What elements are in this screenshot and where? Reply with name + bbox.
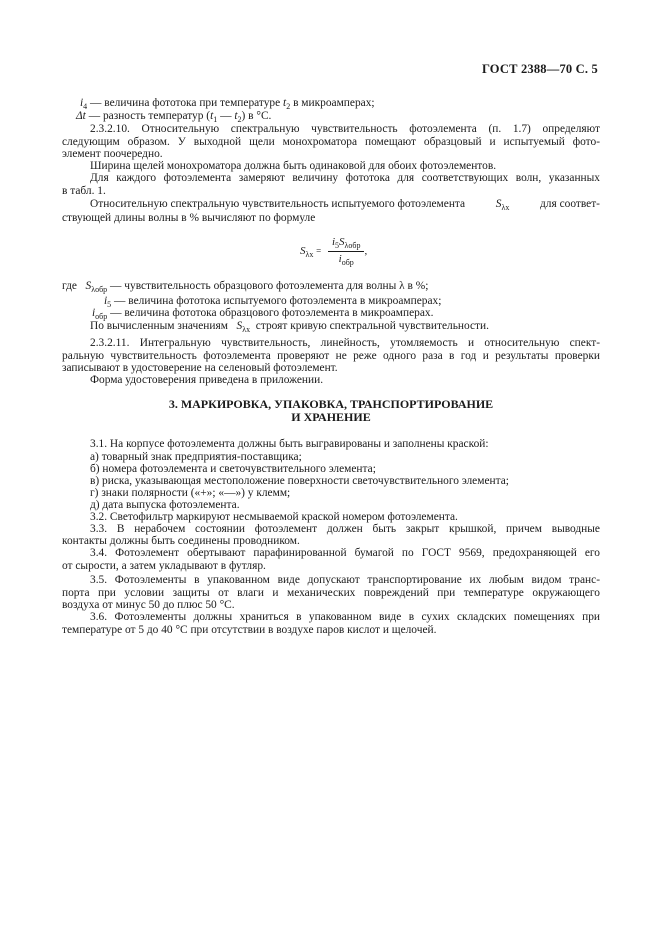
text-line: порта при условии защиты от влаги и механических повреждений при температуре окружающего <box>62 587 600 599</box>
text-line: 3.6. Фотоэлементы должны храниться в упакованном виде в сухих складских помещениях при <box>90 611 600 623</box>
text-line: воздуха от минус 50 до плюс 50 °C. <box>62 599 235 611</box>
formula: $S_{\lambda x}$ = $\frac{i_5S_{\lambda обр}}{i_{обр}}$ , <box>300 236 368 267</box>
text-line: $i_4$ — величина фототока при температуре $t_2$ в микроамперах; <box>80 97 375 111</box>
text-line: 3.5. Фотоэлементы в упакованном виде допускают транспортирование их любым видом транс- <box>90 574 600 586</box>
text-line: где $S_{\lambda обр}$ — чувствительность образцового фотоэлемента для волны λ в %; <box>62 280 429 294</box>
text-line: температуре от 5 до 40 °C при отсутствии в воздухе паров кислот и щелочей. <box>62 624 437 636</box>
list-item: а) товарный знак предприятия-поставщика; <box>90 451 302 463</box>
text-line: Для каждого фотоэлемента замеряют величину фототока для соответствующих волн, указанных <box>90 172 600 184</box>
text-line: элемент поочередно. <box>62 148 163 160</box>
text-line: 3.4. Фотоэлемент обертывают парафинированной бумагой по ГОСТ 9569, предохраняющей его <box>90 547 600 559</box>
text-line: По вычисленным значениям $S_{\lambda x}$ строят кривую спектральной чувствительности. <box>90 320 489 334</box>
text-line: 2.3.2.10. Относительную спектральную чувствительность фотоэлемента (п. 1.7) определяют <box>90 123 600 135</box>
text-line: следующим образом. У выходной щели монохроматора помещают образцовый и испытуемый фото- <box>62 136 600 148</box>
text-line: Относительную спектральную чувствительность испытуемого фотоэлемента $S_{\lambda x}$ для соответ- <box>90 198 600 212</box>
text-line: 3.3. В нерабочем состоянии фотоэлемент должен быть закрыт крышкой, причем выводные <box>90 523 600 535</box>
text-line: 3.2. Светофильтр маркируют несмываемой краской номером фотоэлемента. <box>90 511 458 523</box>
text-line: контакты должны быть соединены проводником. <box>62 535 300 547</box>
text-line: Δt — разность температур ($t_1$ — $t_2$) в °C. <box>76 110 272 124</box>
text-line: Ширина щелей монохроматора должна быть одинаковой для обоих фотоэлементов. <box>90 160 497 172</box>
list-item: д) дата выпуска фотоэлемента. <box>90 499 240 511</box>
text-line: 2.3.2.11. Интегральную чувствительность, линейность, утомляемость и относительную спект- <box>90 337 600 349</box>
text-line: в табл. 1. <box>62 185 106 197</box>
section-title: И ХРАНЕНИЕ <box>291 410 371 424</box>
list-item: г) знаки полярности («+»; «—») у клемм; <box>90 487 291 499</box>
text-line: ствующей длины волны в % вычисляют по формуле <box>62 212 316 224</box>
list-item: в) риска, указывающая местоположение поверхности светочувствительного элемента; <box>90 475 509 487</box>
text-line: Форма удостоверения приведена в приложении. <box>90 374 324 386</box>
text-line: $i_{обр}$ — величина фототока образцового фотоэлемента в микроамперах. <box>92 307 434 321</box>
section-title: 3. МАРКИРОВКА, УПАКОВКА, ТРАНСПОРТИРОВАНИЕ <box>168 397 494 411</box>
list-item: б) номера фотоэлемента и светочувствительного элемента; <box>90 463 376 475</box>
text-line: $i_5$ — величина фототока испытуемого фотоэлемента в микроамперах; <box>104 295 442 309</box>
page-header: ГОСТ 2388—70 С. 5 <box>481 62 598 76</box>
text-line: ральную чувствительность фотоэлемента проверяют не реже одного раза в год и результаты проверки <box>62 350 600 362</box>
text-line: записывают в удостоверение на селеновый фотоэлемент. <box>62 362 338 374</box>
text-line: 3.1. На корпусе фотоэлемента должны быть выгравированы и заполнены краской: <box>90 438 489 450</box>
text-line: от сырости, а затем укладывают в футляр. <box>62 560 266 572</box>
